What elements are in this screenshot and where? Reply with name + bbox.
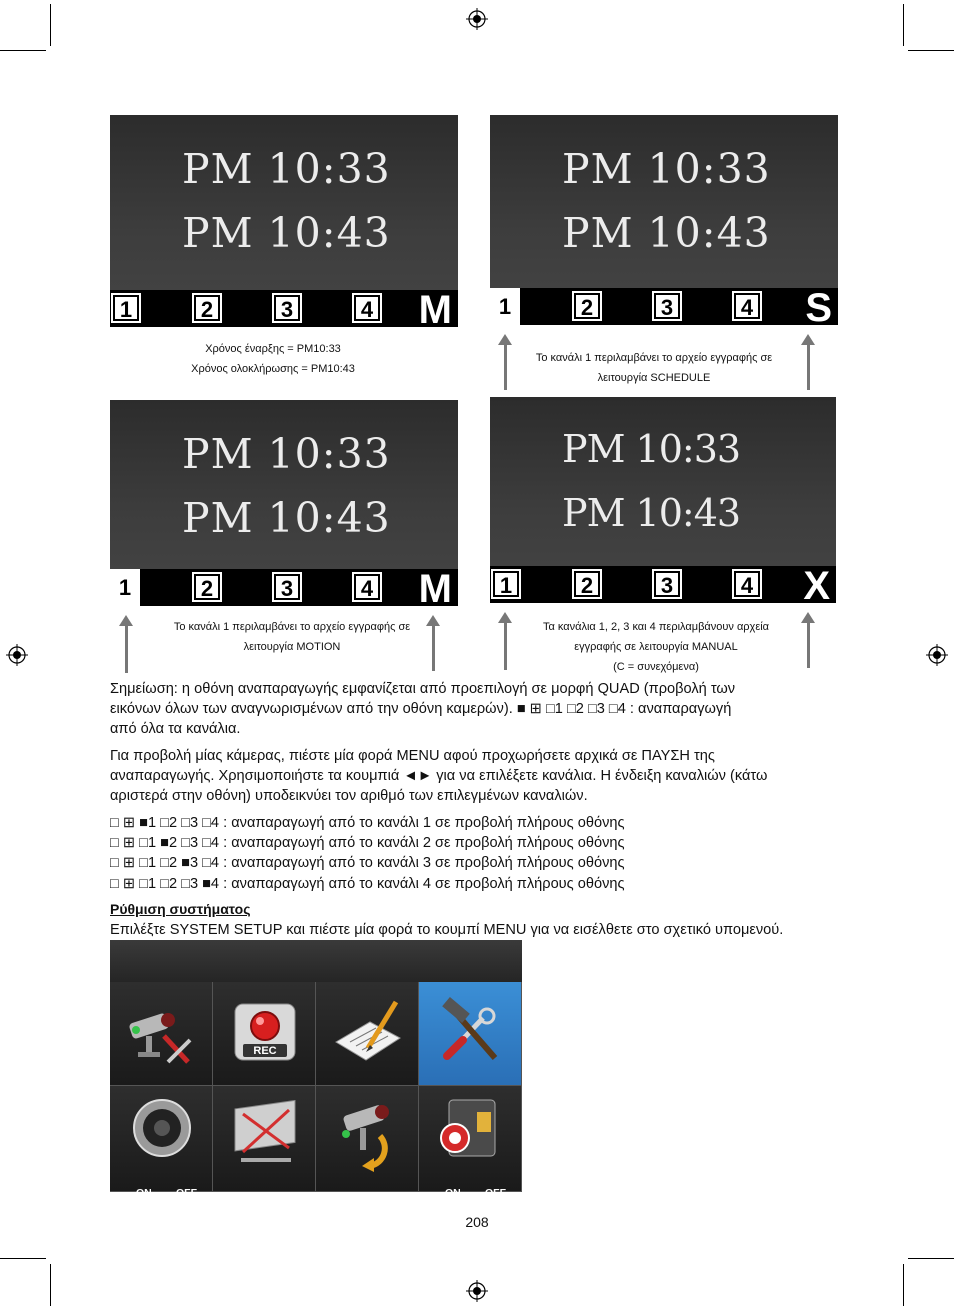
screen-off-tile[interactable] [213,1086,316,1192]
section-heading: Ρύθμιση συστήματος [110,901,251,917]
caption-3: Το κανάλι 1 περιλαμβάνει το αρχείο εγγραφής σε λειτουργία MOTION [173,621,411,653]
channel-2-box: 2 [194,574,220,600]
channel-3-box: 3 [274,574,300,600]
system-setup-tile[interactable] [419,982,522,1086]
start-time: PM 10:33 [182,430,391,478]
rec-label: REC [253,1045,277,1057]
menu-title-bar [110,940,522,983]
start-time: PM 10:33 [562,427,741,471]
camera-setup-tile[interactable] [110,982,213,1086]
channel-bar [490,566,836,603]
camera-rotate-icon [330,1100,406,1176]
registration-mark-left-icon [6,644,28,666]
channel-4-box: 4 [354,574,380,600]
setup-menu-screen [110,940,522,1199]
sd-card-tile[interactable] [419,1086,522,1199]
arrow-up-icon [504,344,507,390]
channel-bar [110,569,458,606]
record-schedule-tile[interactable] [316,982,419,1086]
registration-mark-right-icon [926,644,948,666]
channel-1-box-selected: 1 [490,288,520,325]
channel-1-line: □ ⊞ ■1 □2 □3 □4 : αναπαραγωγή από το κανάλι 1 σε προβολή πλήρους οθόνης [110,815,625,831]
speaker-icon [124,1094,200,1170]
single-camera-paragraph: Για προβολή μίας κάμερας, πιέστε μία φορά MENU αφού προχωρήσετε αρχικά σε ΠΑΥΣΗ της αναπαραγωγής. Χρησιμοποιήστε τα κουμπιά ◄► για να επιλέξετε κανάλια. Η ένδειξη καναλιών (κάτω αριστερά στην οθόνη) υποδεικνύει τον αριθμό των επιλεγμένων καναλιών. [110,748,768,804]
sound-toggle-tile[interactable] [110,1086,213,1199]
page-number: 208 [465,1214,489,1230]
channel-4-line: □ ⊞ □1 □2 □3 ■4 : αναπαραγωγή από το κανάλι 4 σε προβολή πλήρους οθόνης [110,876,625,892]
record-mode-indicator: M [418,567,452,606]
channel-3-line: □ ⊞ □1 □2 ■3 □4 : αναπαραγωγή από το κανάλι 3 σε προβολή πλήρους οθόνης [110,855,625,871]
caption-4: Τα κανάλια 1, 2, 3 και 4 περιλαμβάνουν αρχεία εγγραφής σε λειτουργία MANUAL (C = συνεχόμενα) [542,621,770,673]
playback-screen-3 [110,400,458,606]
end-time: PM 10:43 [562,491,741,535]
end-time: PM 10:43 [182,209,391,257]
note-paragraph: Σημείωση: η οθόνη αναπαραγωγής εμφανίζεται από προεπιλογή σε μορφή QUAD (προβολή των εικόνων όλων των αναγνωρισμένων από την οθόνη καμερών). ■ ⊞ □1 □2 □3 □4 : αναπαραγωγή από όλα τα κανάλια. [110,681,736,737]
arrow-up-icon [807,344,810,390]
on-label[interactable]: ON [445,1187,461,1199]
monitor-off-icon [227,1100,303,1176]
record-setup-tile[interactable] [213,982,316,1086]
channel-1-box: 1 [113,295,139,321]
arrow-up-icon [504,622,507,670]
channel-2-box: 2 [574,293,600,319]
channel-bar [490,288,838,325]
tools-icon [433,996,509,1072]
caption-1: Χρόνος έναρξης = PM10:33 Χρόνος ολοκλήρωσης = PM10:43 [191,343,355,375]
end-time: PM 10:43 [182,494,391,542]
channel-4-box: 4 [734,293,760,319]
registration-mark-top-icon [466,8,488,30]
channel-4-box: 4 [354,295,380,321]
registration-mark-bottom-icon [466,1280,488,1302]
camera-rotate-tile[interactable] [316,1086,419,1192]
start-time: PM 10:33 [562,145,771,193]
sd-card-icon [433,1094,509,1170]
channel-3-box: 3 [654,293,680,319]
channel-2-box: 2 [574,571,600,597]
channel-4-box: 4 [734,571,760,597]
channel-3-box: 3 [654,571,680,597]
channel-2-line: □ ⊞ □1 ■2 □3 □4 : αναπαραγωγή από το κανάλι 2 σε προβολή πλήρους οθόνης [110,835,625,851]
rec-icon [227,996,303,1072]
arrow-up-icon [125,625,128,673]
on-label[interactable]: ON [136,1187,152,1199]
channel-3-box: 3 [274,295,300,321]
playback-screen-1 [110,115,458,327]
setup-instruction: Επιλέξτε SYSTEM SETUP και πιέστε μία φορά το κουμπί MENU για να εισέλθετε στο σχετικό υπομενού. [110,922,784,938]
playback-screen-2 [490,115,838,325]
record-mode-indicator: X [803,564,830,603]
arrow-up-icon [807,622,810,668]
record-mode-indicator: S [805,286,832,325]
camera-tools-icon [124,996,200,1072]
end-time: PM 10:43 [562,209,771,257]
start-time: PM 10:33 [182,145,391,193]
caption-2: Το κανάλι 1 περιλαμβάνει το αρχείο εγγραφής σε λειτουργία SCHEDULE [535,352,773,384]
record-mode-indicator: M [418,288,452,327]
channel-1-box: 1 [493,571,519,597]
channel-2-box: 2 [194,295,220,321]
off-label[interactable]: OFF [485,1187,506,1199]
off-label[interactable]: OFF [176,1187,197,1199]
playback-screen-4 [490,397,836,603]
document-pen-icon [330,996,406,1072]
channel-bar [110,290,458,327]
channel-1-box-selected: 1 [110,569,140,606]
